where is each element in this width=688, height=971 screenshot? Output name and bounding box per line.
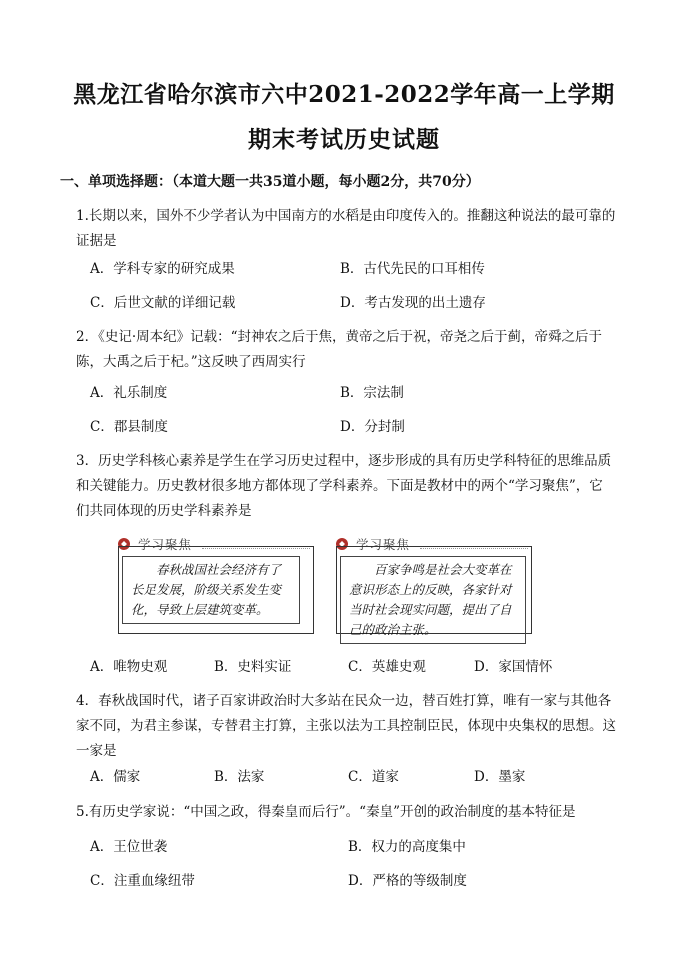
exam-title-line1: 黑龙江省哈尔滨市六中2021-2022学年高一上学期 <box>73 81 615 108</box>
exam-title-line2: 期末考试历史试题 <box>248 126 440 153</box>
question-4-option-b[interactable]: B．法家 <box>214 769 265 785</box>
question-1-option-b[interactable]: B．古代先民的口耳相传 <box>340 261 485 277</box>
question-3-option-c[interactable]: C．英雄史观 <box>348 659 426 675</box>
question-3-option-a[interactable]: A．唯物史观 <box>90 659 168 675</box>
question-1-option-d[interactable]: D．考古发现的出土遗存 <box>340 295 486 311</box>
study-focus-label: 学习聚焦 <box>356 537 411 552</box>
study-focus-box-1 <box>118 534 314 634</box>
question-2-option-c[interactable]: C．郡县制度 <box>90 419 168 435</box>
question-5-option-c[interactable]: C．注重血缘纽带 <box>90 873 195 889</box>
section-heading: 一、单项选择题：（本道大题一共35道小题，每小题2分，共70分） <box>60 174 480 190</box>
question-1-option-c[interactable]: C．后世文献的详细记载 <box>90 295 236 311</box>
question-1-option-a[interactable]: A．学科专家的研究成果 <box>90 261 235 277</box>
question-4-stem: 4．春秋战国时代，诸子百家讲政治时大多站在民众一边，替百姓打算，唯有一家与其他各家不同，为君主参谋，专替君主打算，主张以法为工具控制臣民，体现中央集权的思想。这一家是 <box>76 693 616 759</box>
question-4-option-d[interactable]: D．墨家 <box>474 769 526 785</box>
question-5-stem: 5.有历史学家说：“中国之政，得秦皇而后行”。“秦皇”开创的政治制度的基本特征是 <box>76 804 576 820</box>
question-4-option-c[interactable]: C．道家 <box>348 769 399 785</box>
question-2-option-a[interactable]: A．礼乐制度 <box>90 385 168 401</box>
study-focus-text: 春秋战国社会经济有了长足发展，阶级关系发生变化，导致上层建筑变革。 <box>122 556 300 624</box>
study-focus-text: 百家争鸣是社会大变革在意识形态上的反映，各家针对当时社会现实问题，提出了自己的政治主张。 <box>340 556 526 644</box>
study-focus-label: 学习聚焦 <box>138 537 193 552</box>
question-3-option-b[interactable]: B．史料实证 <box>214 659 292 675</box>
question-5-option-d[interactable]: D．严格的等级制度 <box>348 873 467 889</box>
question-5-option-a[interactable]: A．王位世袭 <box>90 839 168 855</box>
question-1-stem: 1.长期以来，国外不少学者认为中国南方的水稻是由印度传入的。推翻这种说法的最可靠的证据是 <box>76 208 616 249</box>
question-3-option-d[interactable]: D．家国情怀 <box>474 659 553 675</box>
question-5-option-b[interactable]: B．权力的高度集中 <box>348 839 466 855</box>
question-2-stem: 2．《史记·周本纪》记载：“封神农之后于焦，黄帝之后于祝，帝尧之后于蓟，帝舜之后于陈，大禹之后于杞。”这反映了西周实行 <box>76 329 603 370</box>
study-focus-box-2 <box>336 534 532 637</box>
question-4-option-a[interactable]: A．儒家 <box>90 769 141 785</box>
question-2-option-d[interactable]: D．分封制 <box>340 419 405 435</box>
question-3-stem: 3．历史学科核心素养是学生在学习历史过程中，逐步形成的具有历史学科特征的思维品质和关键能力。历史教材很多地方都体现了学科素养。下面是教材中的两个“学习聚焦”，它们共同体现的历史学科素养是 <box>76 453 612 519</box>
question-2-option-b[interactable]: B．宗法制 <box>340 385 404 401</box>
